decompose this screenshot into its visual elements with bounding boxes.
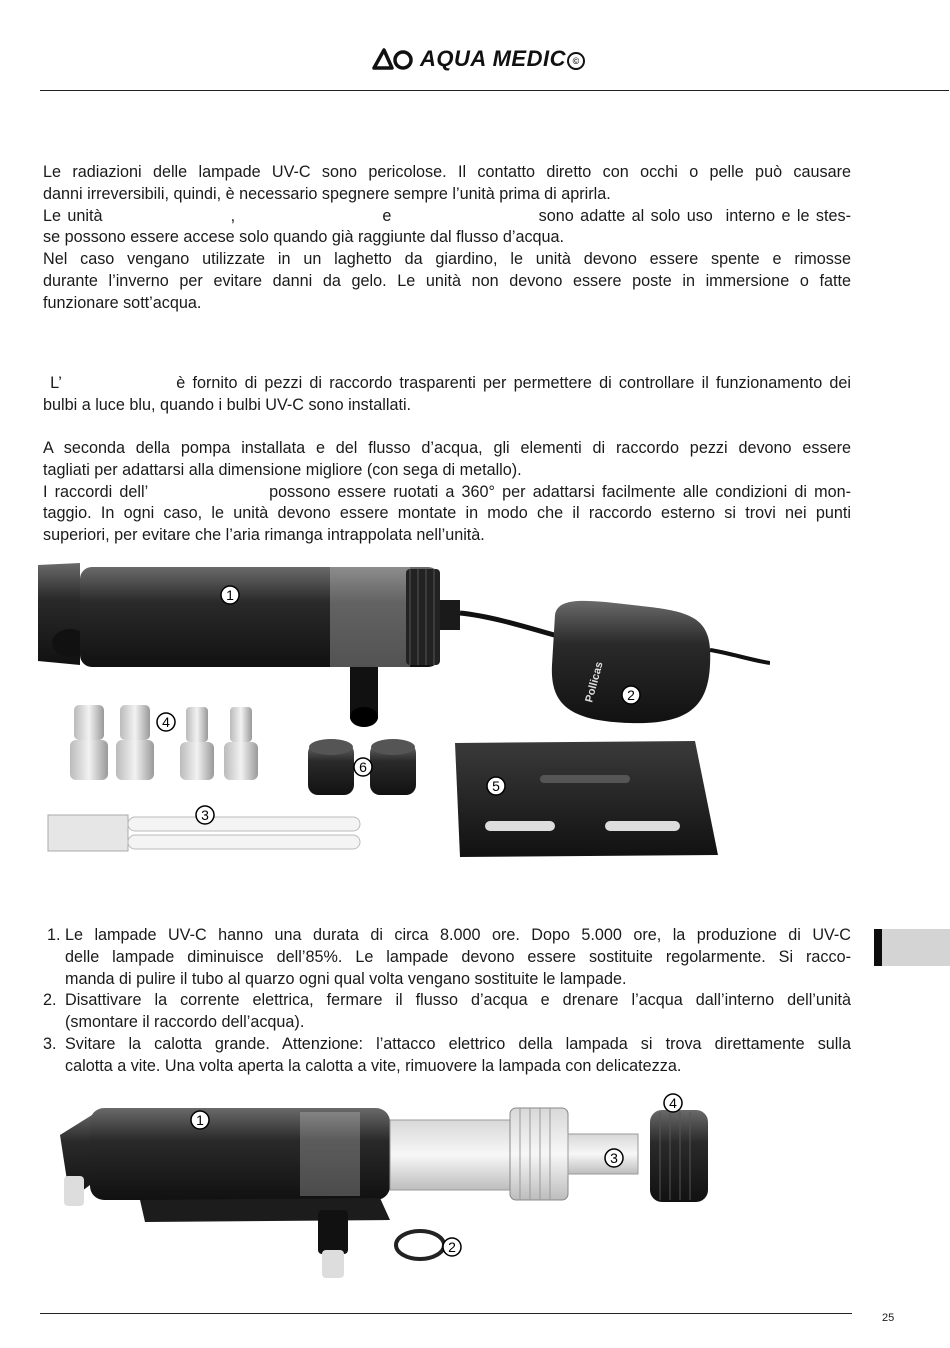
svg-text:2: 2 (448, 1239, 456, 1255)
svg-text:1: 1 (196, 1112, 204, 1128)
page-number: 25 (882, 1312, 895, 1324)
step-number: 3. (43, 1034, 57, 1053)
text-line: tagliati per adattarsi alla dimensione migliore (con sega di metallo). (43, 460, 522, 479)
brand-logo (372, 44, 585, 74)
footer-rule (40, 1313, 852, 1314)
list-item (43, 1034, 851, 1078)
warning-paragraph (43, 162, 851, 315)
uv-unit-image (38, 563, 570, 727)
maintenance-steps (43, 925, 851, 1078)
svg-text:4: 4 (162, 714, 170, 730)
text-line: se possono essere accese solo quando già raggiunte dal flusso d’acqua. (43, 228, 565, 247)
text-line: manda di pulire il tubo al quarzo ogni qual volta vengano sostituite le lampade. (65, 969, 627, 988)
callout-6 (354, 758, 372, 776)
callout-2 (622, 686, 640, 704)
text-line: durante l’inverno per evitare danni da gelo. Le unità non devono essere poste in immersione o fatte (43, 271, 851, 290)
callout-4 (664, 1094, 682, 1112)
text-line: L’ è fornito di pezzi di raccordo trasparenti per permettere di controllare il funzionamento dei (43, 374, 851, 392)
svg-text:4: 4 (669, 1095, 677, 1111)
callout-1 (221, 586, 239, 604)
text-line: funzionare sott’acqua. (43, 293, 202, 312)
text-line: Svitare la calotta grande. Attenzione: l’attacco elettrico della lampada si trova direttamente sulla (65, 1034, 851, 1053)
brand-name: AQUA MEDIC (420, 46, 566, 71)
svg-text:6: 6 (359, 759, 367, 775)
svg-text:3: 3 (610, 1150, 618, 1166)
callout-3 (605, 1149, 623, 1167)
step-number: 2. (43, 991, 57, 1010)
quartz-tube-image (390, 1108, 638, 1200)
list-item (43, 925, 851, 990)
text-line: Le radiazioni delle lampade UV-C sono pericolose. Il contatto diretto con occhi o pelle può causare (43, 163, 851, 181)
callout-2 (443, 1238, 461, 1256)
step-number: 1. (47, 926, 61, 944)
text-line: bulbi a luce blu, quando i bulbi UV-C sono installati. (43, 395, 412, 414)
text-line: superiori, per evitare che l’aria rimanga intrappolata nell’unità. (43, 526, 485, 545)
pump-image (552, 601, 770, 723)
callout-5 (487, 777, 505, 795)
text-line: delle lampade diminuisce dell’85%. Le lampade devono essere sostituite regolarmente. Si racco- (65, 947, 851, 966)
uv-unit-open-image (60, 1108, 390, 1278)
callout-4 (157, 713, 175, 731)
rotation-paragraph (43, 438, 851, 547)
text-line: Le unità , e sono adatte al solo uso interno e le stes- (43, 206, 851, 225)
text-line: Le lampade UV-C hanno una durata di circa 8.000 ore. Dopo 5.000 ore, la produzione di UV-C (65, 926, 851, 944)
language-tab (874, 929, 950, 966)
text-line: taggio. In ogni caso, le unità devono essere montate in modo che il raccordo esterno si trovi nei punti (43, 504, 851, 523)
text-line: Nel caso vengano utilizzate in un laghetto da giardino, le unità devono essere spente e rimosse (43, 250, 851, 269)
text-line: A seconda della pompa installata e del flusso d’acqua, gli elementi di raccordo pezzi devono essere (43, 439, 851, 457)
svg-text:2: 2 (627, 687, 635, 703)
logo-mark-icon (372, 46, 416, 72)
svg-text:5: 5 (492, 778, 500, 794)
svg-text:1: 1 (226, 587, 234, 603)
components-photo (30, 555, 770, 865)
screw-cap-image (650, 1110, 708, 1202)
registered-mark: © (567, 52, 585, 70)
text-line: calotta a vite. Una volta aperta la calotta a vite, rimuovere la lampada con delicatezza. (65, 1056, 682, 1075)
text-line: (smontare il raccordo dell’acqua). (65, 1013, 305, 1032)
svg-text:3: 3 (201, 807, 209, 823)
text-line: Disattivare la corrente elettrica, fermare il flusso d’acqua e drenare l’acqua dall’interno dell’unità (65, 991, 851, 1010)
list-item (43, 990, 851, 1034)
text-line: danni irreversibili, quindi, è necessario spegnere sempre l’unità prima di aprirla. (43, 184, 611, 203)
mounting-plate-image (455, 741, 718, 857)
callout-3 (196, 806, 214, 824)
ring-image (396, 1231, 444, 1259)
disassembly-photo (50, 1090, 730, 1290)
callout-1 (191, 1111, 209, 1129)
fittings-paragraph (43, 373, 851, 417)
header-rule (40, 90, 949, 91)
pump-label: Pollicas (583, 660, 606, 704)
text-line: I raccordi dell’ possono essere ruotati a 360° per adattarsi facilmente alle condizioni di mon- (43, 482, 851, 501)
